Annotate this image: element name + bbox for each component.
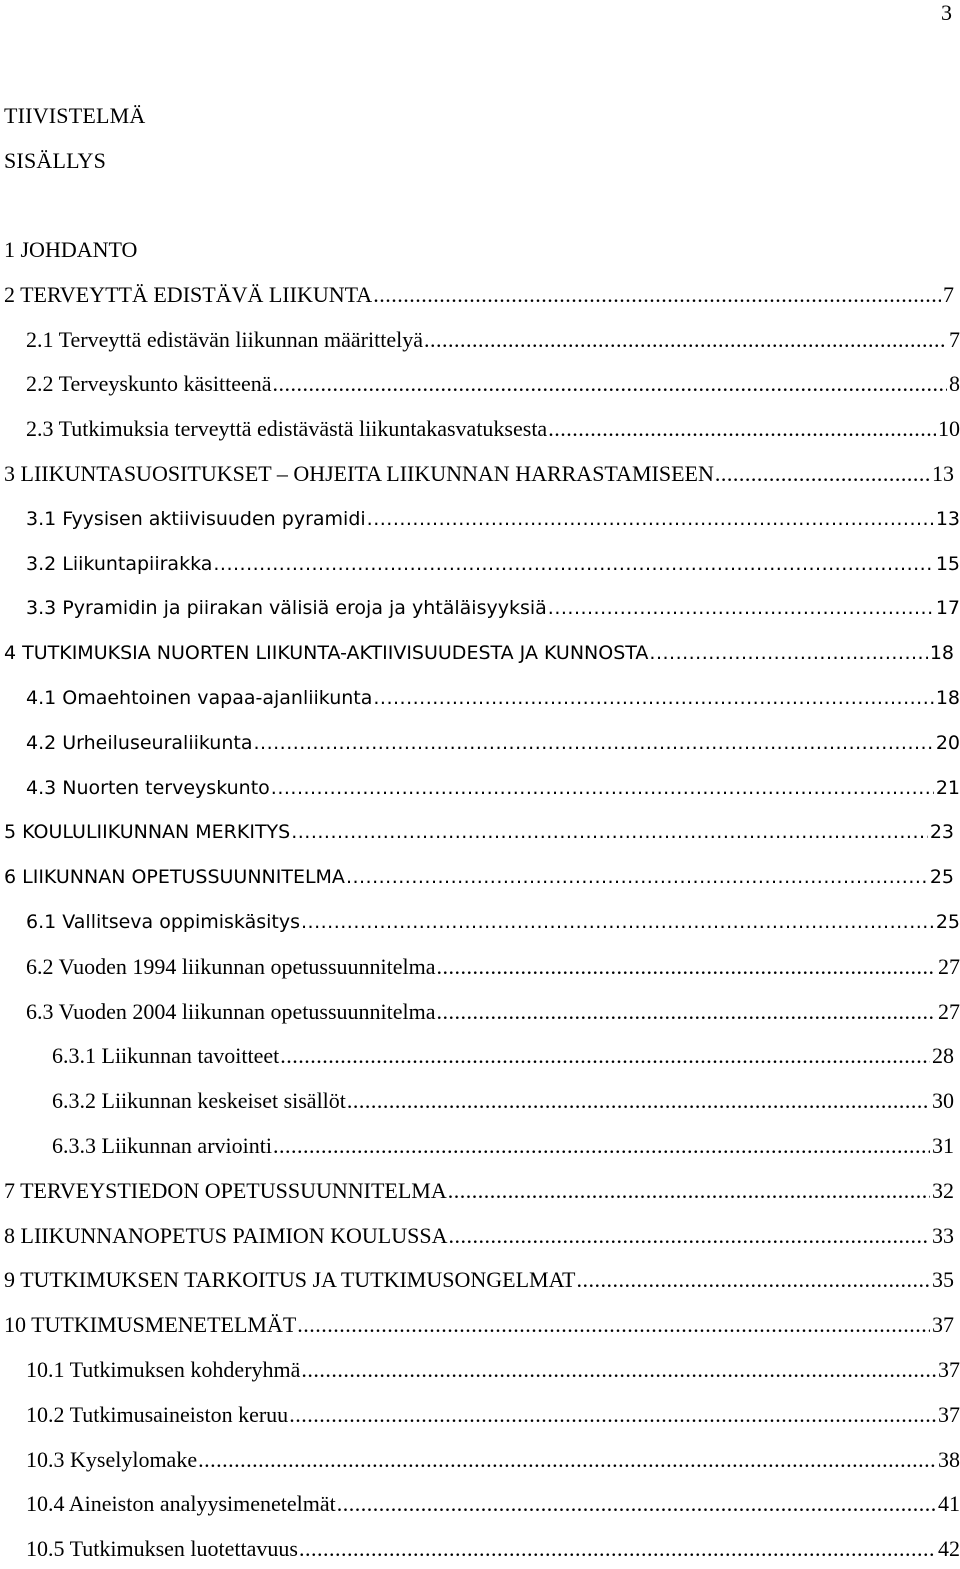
toc-entry-label: 10.3 Kyselylomake: [26, 1445, 197, 1475]
toc-entry-page: 18: [935, 687, 960, 709]
toc-entry-label: 10.5 Tutkimuksen luotettavuus: [26, 1534, 298, 1564]
toc-entry-page: 7: [949, 326, 960, 352]
toc-entry[interactable]: [52, 1086, 954, 1116]
dot-leader: [367, 504, 934, 534]
toc-entry-label: 8 LIIKUNNANOPETUS PAIMION KOULUSSA: [4, 1221, 447, 1251]
toc-entry[interactable]: [4, 1310, 954, 1340]
toc-entry[interactable]: [4, 817, 954, 847]
toc-entry-page: 42: [938, 1536, 960, 1562]
dot-leader: [424, 325, 947, 355]
toc-entry-page: 25: [929, 866, 954, 889]
toc-entry[interactable]: [4, 1176, 954, 1206]
dot-leader: [301, 907, 934, 937]
dot-leader: [649, 638, 927, 668]
toc-entry-page: 37: [938, 1401, 960, 1427]
toc-entry[interactable]: [26, 683, 960, 713]
toc-entry-page: 33: [932, 1222, 954, 1248]
toc-entry-label: 9 TUTKIMUKSEN TARKOITUS JA TUTKIMUSONGELMAT: [4, 1265, 575, 1295]
toc-entry-label: 4.3 Nuorten terveyskunto: [26, 773, 270, 803]
toc-entry[interactable]: [26, 593, 960, 623]
toc-entry-label: 10.2 Tutkimusaineiston keruu: [26, 1400, 288, 1430]
toc-entry[interactable]: [4, 638, 954, 668]
toc-entry-page: 13: [935, 507, 960, 530]
toc-entry-page: 23: [929, 821, 954, 844]
dot-leader: [437, 952, 936, 982]
toc-entry[interactable]: [52, 1131, 954, 1161]
dot-leader: [291, 817, 928, 847]
dot-leader: [346, 862, 928, 892]
toc-entry-label: 3.3 Pyramidin ja piirakan välisiä eroja ja yhtäläisyyksiä: [26, 593, 547, 623]
toc-entry-label: 10.1 Tutkimuksen kohderyhmä: [26, 1355, 300, 1385]
toc-entry[interactable]: [4, 280, 954, 310]
toc-entry-page: 37: [938, 1357, 960, 1382]
toc-entry-label: 3 LIIKUNTASUOSITUKSET – OHJEITA LIIKUNNAN HARRASTAMISEEN: [4, 459, 714, 489]
dot-leader: [301, 1355, 936, 1385]
dot-leader: [297, 1310, 930, 1340]
toc-entry[interactable]: [4, 1221, 954, 1251]
toc-entry-page: 32: [932, 1177, 954, 1203]
toc-entry[interactable]: [26, 907, 960, 937]
toc-entry-page: 17: [935, 597, 960, 620]
toc-entry-label: 3.1 Fyysisen aktiivisuuden pyramidi: [26, 504, 366, 534]
dot-leader: [299, 1534, 936, 1564]
toc-entry[interactable]: [26, 997, 960, 1027]
toc-entry[interactable]: [4, 235, 954, 265]
dot-leader: [576, 1265, 930, 1295]
toc-entry-page: 20: [935, 731, 960, 754]
dot-leader: [373, 683, 933, 713]
toc-entry-page: 27: [938, 998, 960, 1024]
toc-entry-page: 31: [932, 1133, 954, 1158]
toc-entry[interactable]: [26, 369, 960, 399]
toc-entry-page: 30: [932, 1088, 954, 1114]
toc-entry-label: 1 JOHDANTO: [4, 235, 137, 265]
toc-entry[interactable]: [26, 325, 960, 355]
toc-entry-label: 2.1 Terveyttä edistävän liikunnan määrittelyä: [26, 325, 423, 355]
toc-entry[interactable]: [4, 1265, 954, 1295]
toc-entry-page: 35: [932, 1267, 954, 1293]
dot-leader: [373, 280, 941, 310]
toc-entry-page: 18: [929, 642, 954, 665]
toc-entry-page: 13: [932, 461, 954, 486]
toc-entry-label: 6.3.1 Liikunnan tavoitteet: [52, 1041, 279, 1071]
toc-entry-label: 5 KOULULIIKUNNAN MERKITYS: [4, 817, 290, 847]
dot-leader: [448, 1176, 930, 1206]
abstract-heading: TIIVISTELMÄ: [4, 103, 146, 128]
dot-leader: [273, 369, 948, 399]
toc-entry-label: 2 TERVEYTTÄ EDISTÄVÄ LIIKUNTA: [4, 280, 372, 310]
toc-entry[interactable]: [26, 773, 960, 803]
dot-leader: [213, 549, 933, 579]
dot-leader: [347, 1086, 930, 1116]
toc-entry-label: 7 TERVEYSTIEDON OPETUSSUUNNITELMA: [4, 1176, 447, 1206]
toc-entry-page: 27: [938, 953, 960, 979]
toc-entry-page: 15: [935, 552, 960, 575]
toc-entry[interactable]: [26, 504, 960, 534]
dot-leader: [715, 459, 930, 489]
toc-entry-label: 6.1 Vallitseva oppimiskäsitys: [26, 907, 300, 937]
dot-leader: [198, 1445, 936, 1475]
dot-leader: [254, 728, 934, 758]
toc-entry-page: 41: [938, 1491, 960, 1517]
contents-heading: SISÄLLYS: [4, 148, 107, 173]
toc-entry-label: 4 TUTKIMUKSIA NUORTEN LIIKUNTA-AKTIIVISUUDESTA JA KUNNOSTA: [4, 638, 648, 668]
toc-entry-label: 6.2 Vuoden 1994 liikunnan opetussuunnitelma: [26, 952, 436, 982]
toc-entry-page: 28: [932, 1043, 954, 1069]
toc-entry-label: 2.3 Tutkimuksia terveyttä edistävästä liikuntakasvatuksesta: [26, 414, 547, 444]
page-number: 3: [941, 0, 952, 25]
dot-leader: [548, 593, 934, 623]
toc-entry-label: 10 TUTKIMUSMENETELMÄT: [4, 1310, 296, 1340]
toc-entry[interactable]: [26, 952, 960, 982]
toc-entry-page: 38: [938, 1446, 960, 1472]
toc-entry-page: 37: [932, 1312, 954, 1338]
toc-entry[interactable]: [4, 459, 954, 489]
dot-leader: [437, 997, 936, 1027]
toc-entry[interactable]: [26, 1400, 960, 1430]
toc-entry[interactable]: [26, 414, 960, 444]
toc-entry-label: 6 LIIKUNNAN OPETUSSUUNNITELMA: [4, 862, 345, 892]
toc-entry-page: 7: [943, 281, 954, 307]
toc-entry-page: 8: [949, 371, 960, 397]
toc-entry[interactable]: [26, 1445, 960, 1475]
dot-leader: [548, 414, 936, 444]
toc-entry[interactable]: [26, 1534, 960, 1564]
toc-entry[interactable]: [26, 728, 960, 758]
dot-leader: [337, 1489, 936, 1519]
dot-leader: [448, 1221, 930, 1251]
dot-leader: [273, 1131, 930, 1161]
dot-leader: [289, 1400, 936, 1430]
toc-entry-page: 21: [935, 776, 960, 799]
toc-entry[interactable]: [52, 1041, 954, 1071]
toc-entry-page: 10: [938, 416, 960, 442]
toc-entry-label: 3.2 Liikuntapiirakka: [26, 549, 212, 579]
toc-entry-label: 10.4 Aineiston analyysimenetelmät: [26, 1489, 336, 1519]
toc-entry[interactable]: [26, 549, 960, 579]
toc-entry-label: 2.2 Terveyskunto käsitteenä: [26, 369, 272, 399]
toc-entry-label: 6.3.2 Liikunnan keskeiset sisällöt: [52, 1086, 346, 1116]
toc-entry[interactable]: [26, 1355, 960, 1385]
toc-entry-label: 6.3 Vuoden 2004 liikunnan opetussuunnitelma: [26, 997, 436, 1027]
toc-entry-label: 6.3.3 Liikunnan arviointi: [52, 1131, 272, 1161]
toc-entry-label: 4.1 Omaehtoinen vapaa-ajanliikunta: [26, 683, 372, 713]
toc-entry-page: 25: [935, 911, 960, 933]
toc-entry[interactable]: [4, 862, 954, 892]
toc-entry-label: 4.2 Urheiluseuraliikunta: [26, 728, 253, 758]
toc-entry[interactable]: [26, 1489, 960, 1519]
dot-leader: [271, 773, 934, 803]
dot-leader: [280, 1041, 930, 1071]
